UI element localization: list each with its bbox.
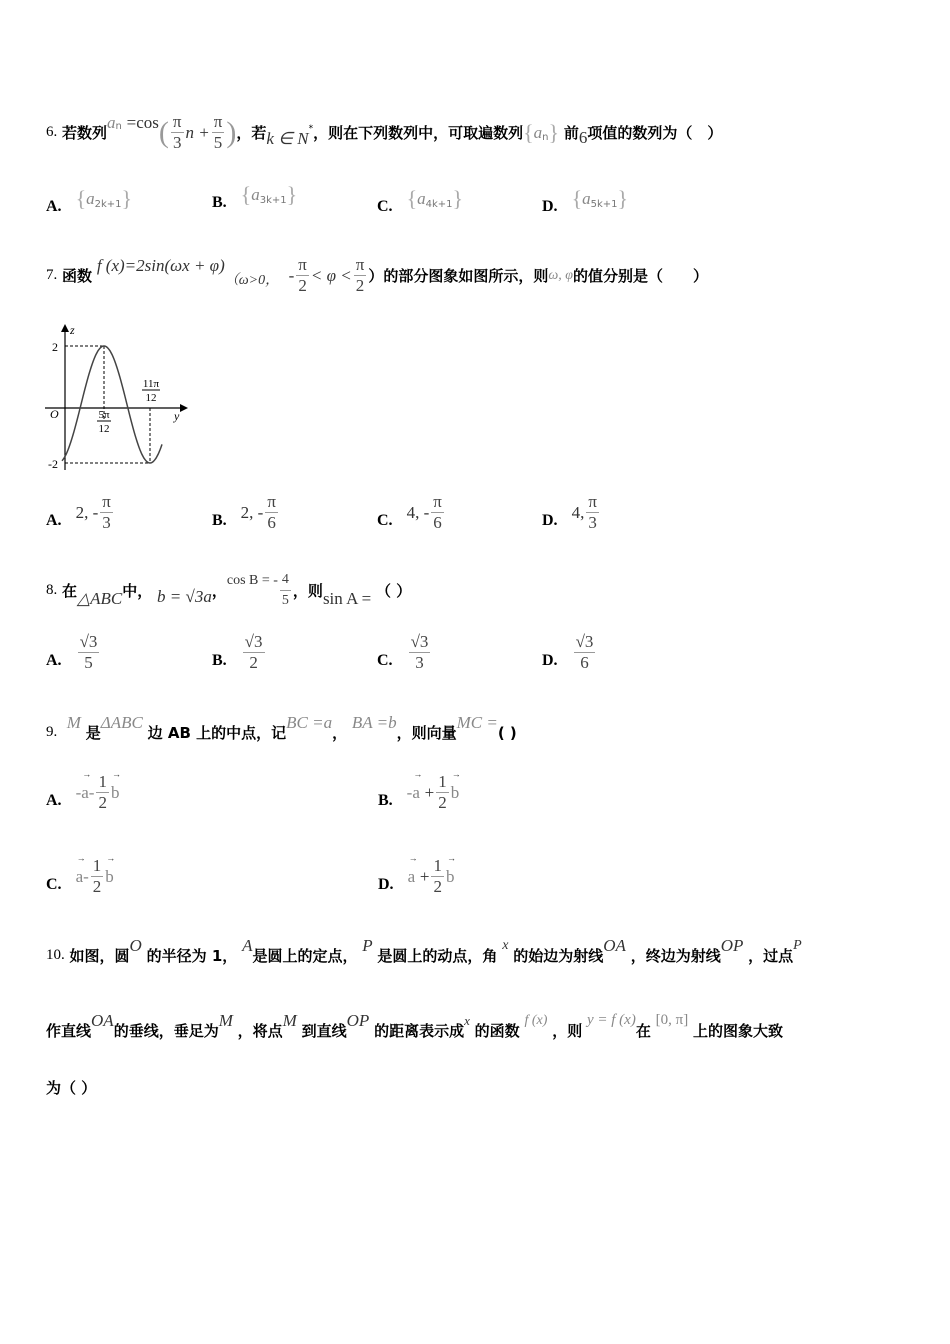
question-text: 函数 — [62, 267, 93, 285]
math-star: * — [308, 123, 314, 134]
question-text: 的垂线，垂足为 — [113, 1022, 219, 1040]
q6-option-d[interactable]: D. { a 5k+1 } — [542, 186, 629, 215]
question-text: 是 — [85, 724, 101, 742]
q8-option-a[interactable]: A. $\frac{√3}{5}$ — [46, 632, 98, 672]
math-an: a — [107, 112, 116, 132]
sine-curve — [62, 346, 162, 463]
question-number: 8. — [46, 582, 58, 598]
question-text: （ ） — [376, 582, 412, 600]
math-m: M — [66, 712, 81, 732]
question-text: 的函数 — [474, 1022, 520, 1040]
tick-label-11pi-den: 12 — [145, 392, 157, 404]
question-text: ，则向量 — [396, 724, 457, 742]
math-p: P — [362, 935, 373, 955]
fraction: $\frac{\pi}{2}$ — [298, 255, 307, 295]
q6-option-a[interactable]: A. { a 2k+1 } — [46, 186, 133, 215]
y-axis-arrow-icon — [61, 324, 69, 332]
question-text: 的距离表示成 — [374, 1022, 465, 1040]
tick-label-neg2: -2 — [48, 457, 58, 471]
fraction: $\frac{\pi}{2}$ — [355, 255, 365, 295]
math-n-plus: n + — [185, 122, 210, 142]
tick-label-5pi-den: 12 — [98, 423, 110, 435]
q9-option-d[interactable]: D. → a + $\frac{1}{2}$ → b — [378, 856, 454, 897]
question-text: ，则 — [552, 1022, 583, 1040]
math-inequality: < φ < — [310, 265, 352, 285]
math-oa: OA — [603, 935, 626, 955]
question-text: 是圆上的动点，角 — [377, 947, 498, 965]
question-text: ( ) — [497, 723, 517, 742]
axis-label-z: z — [70, 323, 75, 337]
math-cos-b: cos B = - — [226, 572, 278, 588]
math-triangle: ΔABC — [100, 712, 143, 732]
tick-label-2: 2 — [52, 340, 58, 354]
fraction: $\frac{\pi}{5}$ — [213, 112, 223, 152]
math-y-eq-fx: y = f (x) — [586, 1012, 636, 1028]
question-text: 项值的数列为（ ） — [587, 124, 723, 142]
q9-option-a[interactable]: A. - → a - $\frac{1}{2}$ → b — [46, 772, 119, 813]
q8-option-d[interactable]: D. $\frac{√3}{6}$ — [542, 632, 594, 672]
question-text: ，终边为射线 — [630, 947, 721, 965]
question-number: 7. — [46, 267, 58, 283]
question-text: 在 — [635, 1022, 651, 1040]
question-text: 若数列 — [62, 124, 108, 142]
question-text: 的值分别是（ ） — [573, 267, 709, 285]
math-op: OP — [720, 935, 744, 955]
math-triangle: △ABC — [77, 588, 123, 608]
question-text: 边 AB 上的中点，记 — [147, 724, 287, 742]
math-m: M — [218, 1010, 233, 1030]
math-b-eq: b = √3a — [157, 586, 212, 606]
math-function: f (x)=2sin(ωx + φ) — [96, 255, 225, 275]
question-7: 7. 函数 f (x)=2sin(ωx + φ) （ω>0， - $\frac{\pi}{2}$ < φ < $\frac{\pi}{2}$ ）的部分图象如图所示，则 ω, φ 的值分别是（ ） — [46, 255, 709, 295]
q8-option-b[interactable]: B. $\frac{√3}{2}$ — [212, 632, 263, 672]
math-interval: [0, π] — [655, 1012, 689, 1028]
question-8: 8. 在 △ABC 中， b = √3a ， cos B = - $\frac{4}{5}$ ，则 sin A = （ ） — [46, 572, 412, 608]
tick-label-11pi-num: 11π — [142, 378, 160, 390]
question-number: 6. — [46, 124, 58, 140]
math-x: x — [502, 937, 509, 953]
question-text: 在 — [62, 582, 78, 600]
math-six: 6 — [578, 127, 588, 147]
math-o: O — [129, 935, 142, 955]
question-text: ，则在下列数列中，可取遍数列 — [313, 124, 524, 142]
question-9: 9. M 是 ΔABC 边 AB 上的中点，记 BC =a ， BA =b ，则向量 MC = ( ) — [46, 712, 517, 742]
question-text: 为（ ） — [46, 1079, 97, 1097]
fraction: $\frac{\pi}{3}$ — [172, 112, 182, 152]
math-k-in-n: k ∈ N — [266, 128, 309, 148]
question-10-line-1: 10. 如图，圆 O 的半径为 1， A 是圆上的定点， P 是圆上的动点，角 x 的始边为射线 OA ，终边为射线 OP ，过点 P — [46, 935, 802, 965]
math-condition: （ω>0， — [224, 272, 280, 288]
question-number: 9. — [46, 724, 58, 740]
question-text: ，将点 — [237, 1022, 283, 1040]
question-text: 作直线 — [46, 1022, 92, 1040]
origin-label: O — [50, 407, 59, 421]
question-text: 上的图象大致 — [693, 1022, 784, 1040]
axis-label-y: y — [174, 409, 180, 423]
math-fx: f (x) — [524, 1012, 548, 1028]
question-text: 前 — [563, 124, 579, 142]
q6-option-b[interactable]: B. { a 3k+1 } — [212, 182, 298, 211]
question-text: 到直线 — [301, 1022, 347, 1040]
question-text: 中， — [122, 582, 153, 600]
math-a: A — [242, 935, 253, 955]
q8-option-c[interactable]: C. $\frac{√3}{3}$ — [377, 632, 429, 672]
math-omega-phi: ω, φ — [548, 267, 573, 283]
question-10-line-2: 作直线 OA 的垂线，垂足为 M ，将点 M 到直线 OP 的距离表示成 x 的函数 f (x) ，则 y = f (x) 在 [0, π] 上的图象大致 — [46, 1010, 784, 1040]
question-text: ，若 — [236, 124, 267, 142]
question-text: 的半径为 1， — [146, 947, 238, 965]
question-10-line-3 — [46, 1077, 96, 1098]
question-6: 6. 若数列 a n =cos ( $\frac{\pi}{3}$ n + $\frac{\pi}{5}$ ) ，若 k ∈ N * ，则在下列数列中，可取遍数列 { a n } 前 6 项值的数列为（ ） — [46, 112, 723, 152]
question-text: ，则 — [292, 582, 323, 600]
tick-label-5pi-num: 5π — [98, 409, 110, 421]
q7-option-a[interactable]: A. 2, - $\frac{\pi}{3}$ — [46, 492, 111, 532]
q7-option-b[interactable]: B. 2, - $\frac{\pi}{6}$ — [212, 492, 276, 532]
x-axis-arrow-icon — [180, 404, 188, 412]
question-text: ，过点 — [748, 947, 794, 965]
question-text: 是圆上的定点， — [252, 947, 358, 965]
math-eq: =cos — [126, 112, 159, 132]
q9-option-c[interactable]: C. → a - $\frac{1}{2}$ → b — [46, 856, 114, 897]
question-text: 如图，圆 — [69, 947, 130, 965]
math-mc: MC = — [456, 712, 498, 732]
q7-option-d[interactable]: D. 4, $\frac{\pi}{3}$ — [542, 492, 597, 532]
math-sin-a: sin A = — [322, 588, 372, 608]
question-text: ）的部分图象如图所示，则 — [368, 267, 549, 285]
question-number: 10. — [46, 947, 65, 963]
q7-option-c[interactable]: C. 4, - $\frac{\pi}{6}$ — [377, 492, 442, 532]
math-subscript: n — [115, 121, 122, 132]
sine-graph-figure — [40, 320, 190, 480]
question-text: 的始边为射线 — [513, 947, 604, 965]
q6-option-c[interactable]: C. { a 4k+1 } — [377, 186, 464, 215]
q9-option-b[interactable]: B. - → a + $\frac{1}{2}$ → b — [378, 772, 459, 813]
math-ba: BA =b — [351, 712, 397, 732]
math-bc: BC =a — [286, 712, 333, 732]
